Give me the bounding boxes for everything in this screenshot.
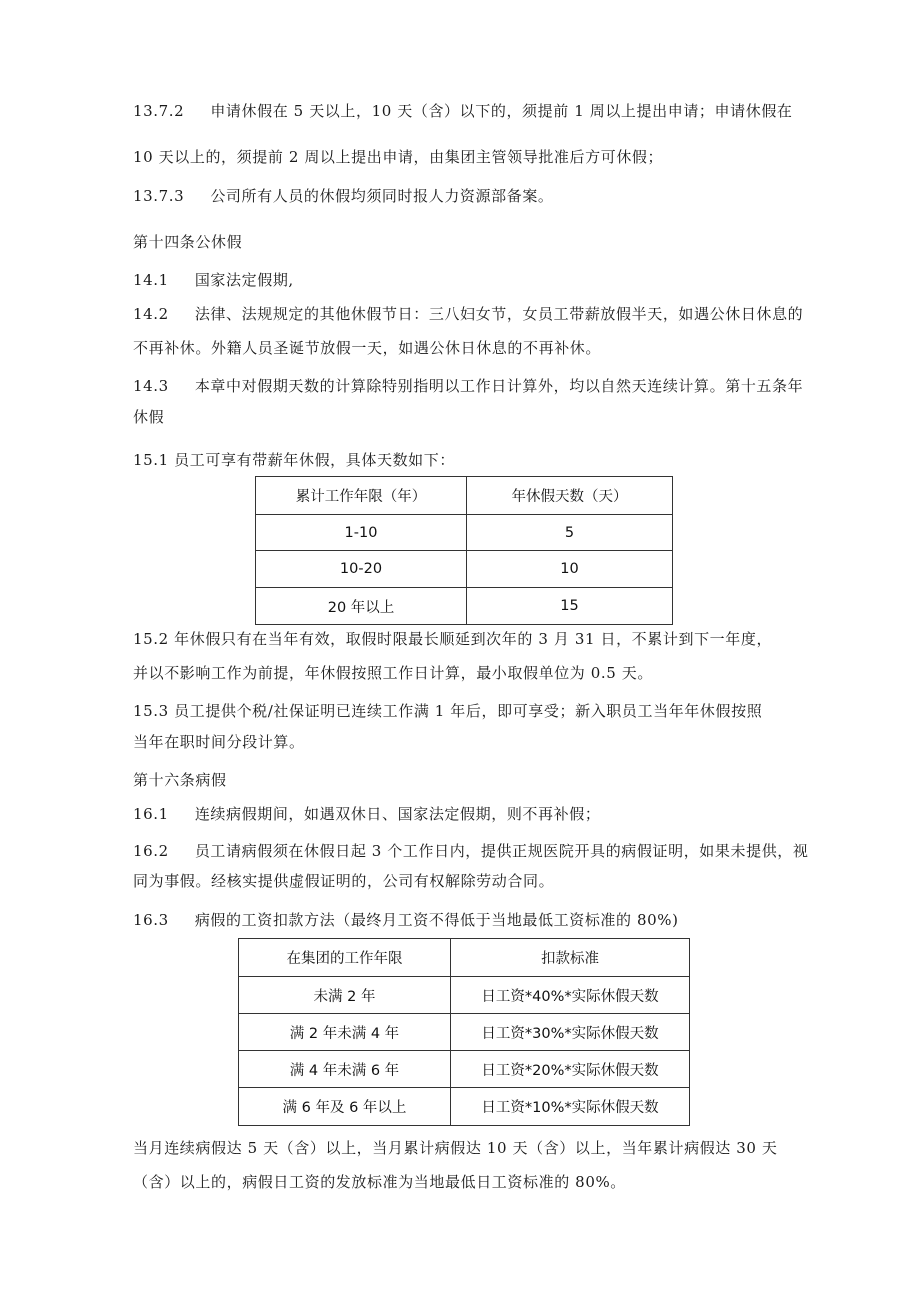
para-15-3-line1: 15.3 员工提供个税/社保证明已连续工作满 1 年后，即可享受；新入职员工当年年休假按照 (133, 702, 763, 720)
para-15-3-line2: 当年在职时间分段计算。 (133, 733, 305, 751)
table-header-row (256, 477, 673, 515)
para-16-closing-line2: （含）以上的，病假日工资的发放标准为当地最低日工资标准的 80%。 (133, 1173, 626, 1191)
para-15-2-line2: 并以不影响工作为前提，年休假按照工作日计算，最小取假单位为 0.5 天。 (133, 664, 653, 682)
sick-leave-deduction-table (238, 938, 690, 1126)
para-14-1 (133, 270, 294, 290)
table-cell: 未满 2 年 (239, 977, 451, 1014)
article-14-heading: 第十四条公休假 (133, 233, 243, 251)
table-header-cell: 在集团的工作年限 (239, 939, 451, 977)
table-cell: 日工资*40%*实际休假天数 (451, 977, 690, 1014)
table-header-cell: 扣款标准 (451, 939, 690, 977)
para-14-2-line2 (133, 338, 601, 358)
clause-text: 10 天以上的，须提前 2 周以上提出申请，由集团主管领导批准后方可休假； (133, 148, 664, 166)
para-15-1: 15.1 员工可享有带薪年休假，具体天数如下： (133, 451, 455, 469)
table-cell: 10 (467, 551, 673, 588)
table-cell: 日工资*30%*实际休假天数 (451, 1014, 690, 1051)
table-row (256, 515, 673, 551)
para-14-3-line2 (133, 407, 164, 427)
clause-text: 国家法定假期, (194, 271, 294, 289)
annual-leave-table (255, 476, 673, 625)
para-14-3-line1 (133, 376, 803, 396)
para-13-7-3 (133, 186, 554, 206)
table-cell: 满 2 年未满 4 年 (239, 1014, 451, 1051)
article-16-heading: 第十六条病假 (133, 771, 227, 789)
para-16-3 (133, 910, 679, 930)
table-cell: 5 (467, 515, 673, 551)
clause-text: 连续病假期间，如遇双休日、国家法定假期，则不再补假； (194, 805, 601, 823)
para-14-2-line1 (133, 304, 803, 324)
table-cell: 10-20 (256, 551, 467, 588)
para-16-2-line1 (133, 841, 809, 861)
table-row (239, 1088, 690, 1126)
table-cell: 1-10 (256, 515, 467, 551)
table-cell: 日工资*20%*实际休假天数 (451, 1051, 690, 1088)
table-cell: 20 年以上 (256, 588, 467, 625)
clause-number: 14.2 (133, 305, 169, 323)
para-15-2-line1: 15.2 年休假只有在当年有效，取假时限最长顺延到次年的 3 月 31 日，不累计到下一年度， (133, 630, 773, 648)
clause-text: 休假 (133, 408, 165, 426)
clause-text: 申请休假在 5 天以上，10 天（含）以下的，须提前 1 周以上提出申请；申请休假在 (210, 102, 793, 120)
para-16-closing-line1: 当月连续病假达 5 天（含）以上，当月累计病假达 10 天（含）以上，当年累计病假达 30 天 (133, 1139, 778, 1157)
para-13-7-2-line1 (133, 101, 793, 121)
para-16-1 (133, 804, 600, 824)
para-13-7-2-line2 (133, 147, 663, 167)
clause-number: 13.7.2 (133, 102, 185, 120)
table-row (239, 977, 690, 1014)
table-row (239, 1051, 690, 1088)
clause-text: 员工请病假须在休假日起 3 个工作日内，提供正规医院开具的病假证明，如果未提供，视 (194, 842, 809, 860)
table-header-cell: 累计工作年限（年） (256, 477, 467, 515)
table-cell: 满 6 年及 6 年以上 (239, 1088, 451, 1126)
clause-text: 不再补休。外籍人员圣诞节放假一天，如遇公休日休息的不再补休。 (133, 339, 602, 357)
clause-text: 本章中对假期天数的计算除特别指明以工作日计算外，均以自然天连续计算。第十五条年 (194, 377, 804, 395)
clause-number: 14.3 (133, 377, 169, 395)
clause-text: 法律、法规规定的其他休假节日：三八妇女节，女员工带薪放假半天，如遇公休日休息的 (194, 305, 804, 323)
para-16-2-line2 (133, 871, 554, 891)
clause-text: 同为事假。经核实提供虚假证明的，公司有权解除劳动合同。 (133, 872, 555, 890)
clause-number: 16.3 (133, 911, 169, 929)
clause-text: 病假的工资扣款方法（最终月工资不得低于当地最低工资标准的 80%) (194, 911, 679, 929)
table-cell: 日工资*10%*实际休假天数 (451, 1088, 690, 1126)
table-cell: 15 (467, 588, 673, 625)
clause-number: 16.1 (133, 805, 169, 823)
table-row (256, 588, 673, 625)
table-cell: 满 4 年未满 6 年 (239, 1051, 451, 1088)
clause-number: 13.7.3 (133, 187, 185, 205)
clause-number: 14.1 (133, 271, 169, 289)
table-header-cell: 年休假天数（天） (467, 477, 673, 515)
table-row (256, 551, 673, 588)
clause-number: 16.2 (133, 842, 169, 860)
table-row (239, 1014, 690, 1051)
table-header-row (239, 939, 690, 977)
clause-text: 公司所有人员的休假均须同时报人力资源部备案。 (210, 187, 554, 205)
